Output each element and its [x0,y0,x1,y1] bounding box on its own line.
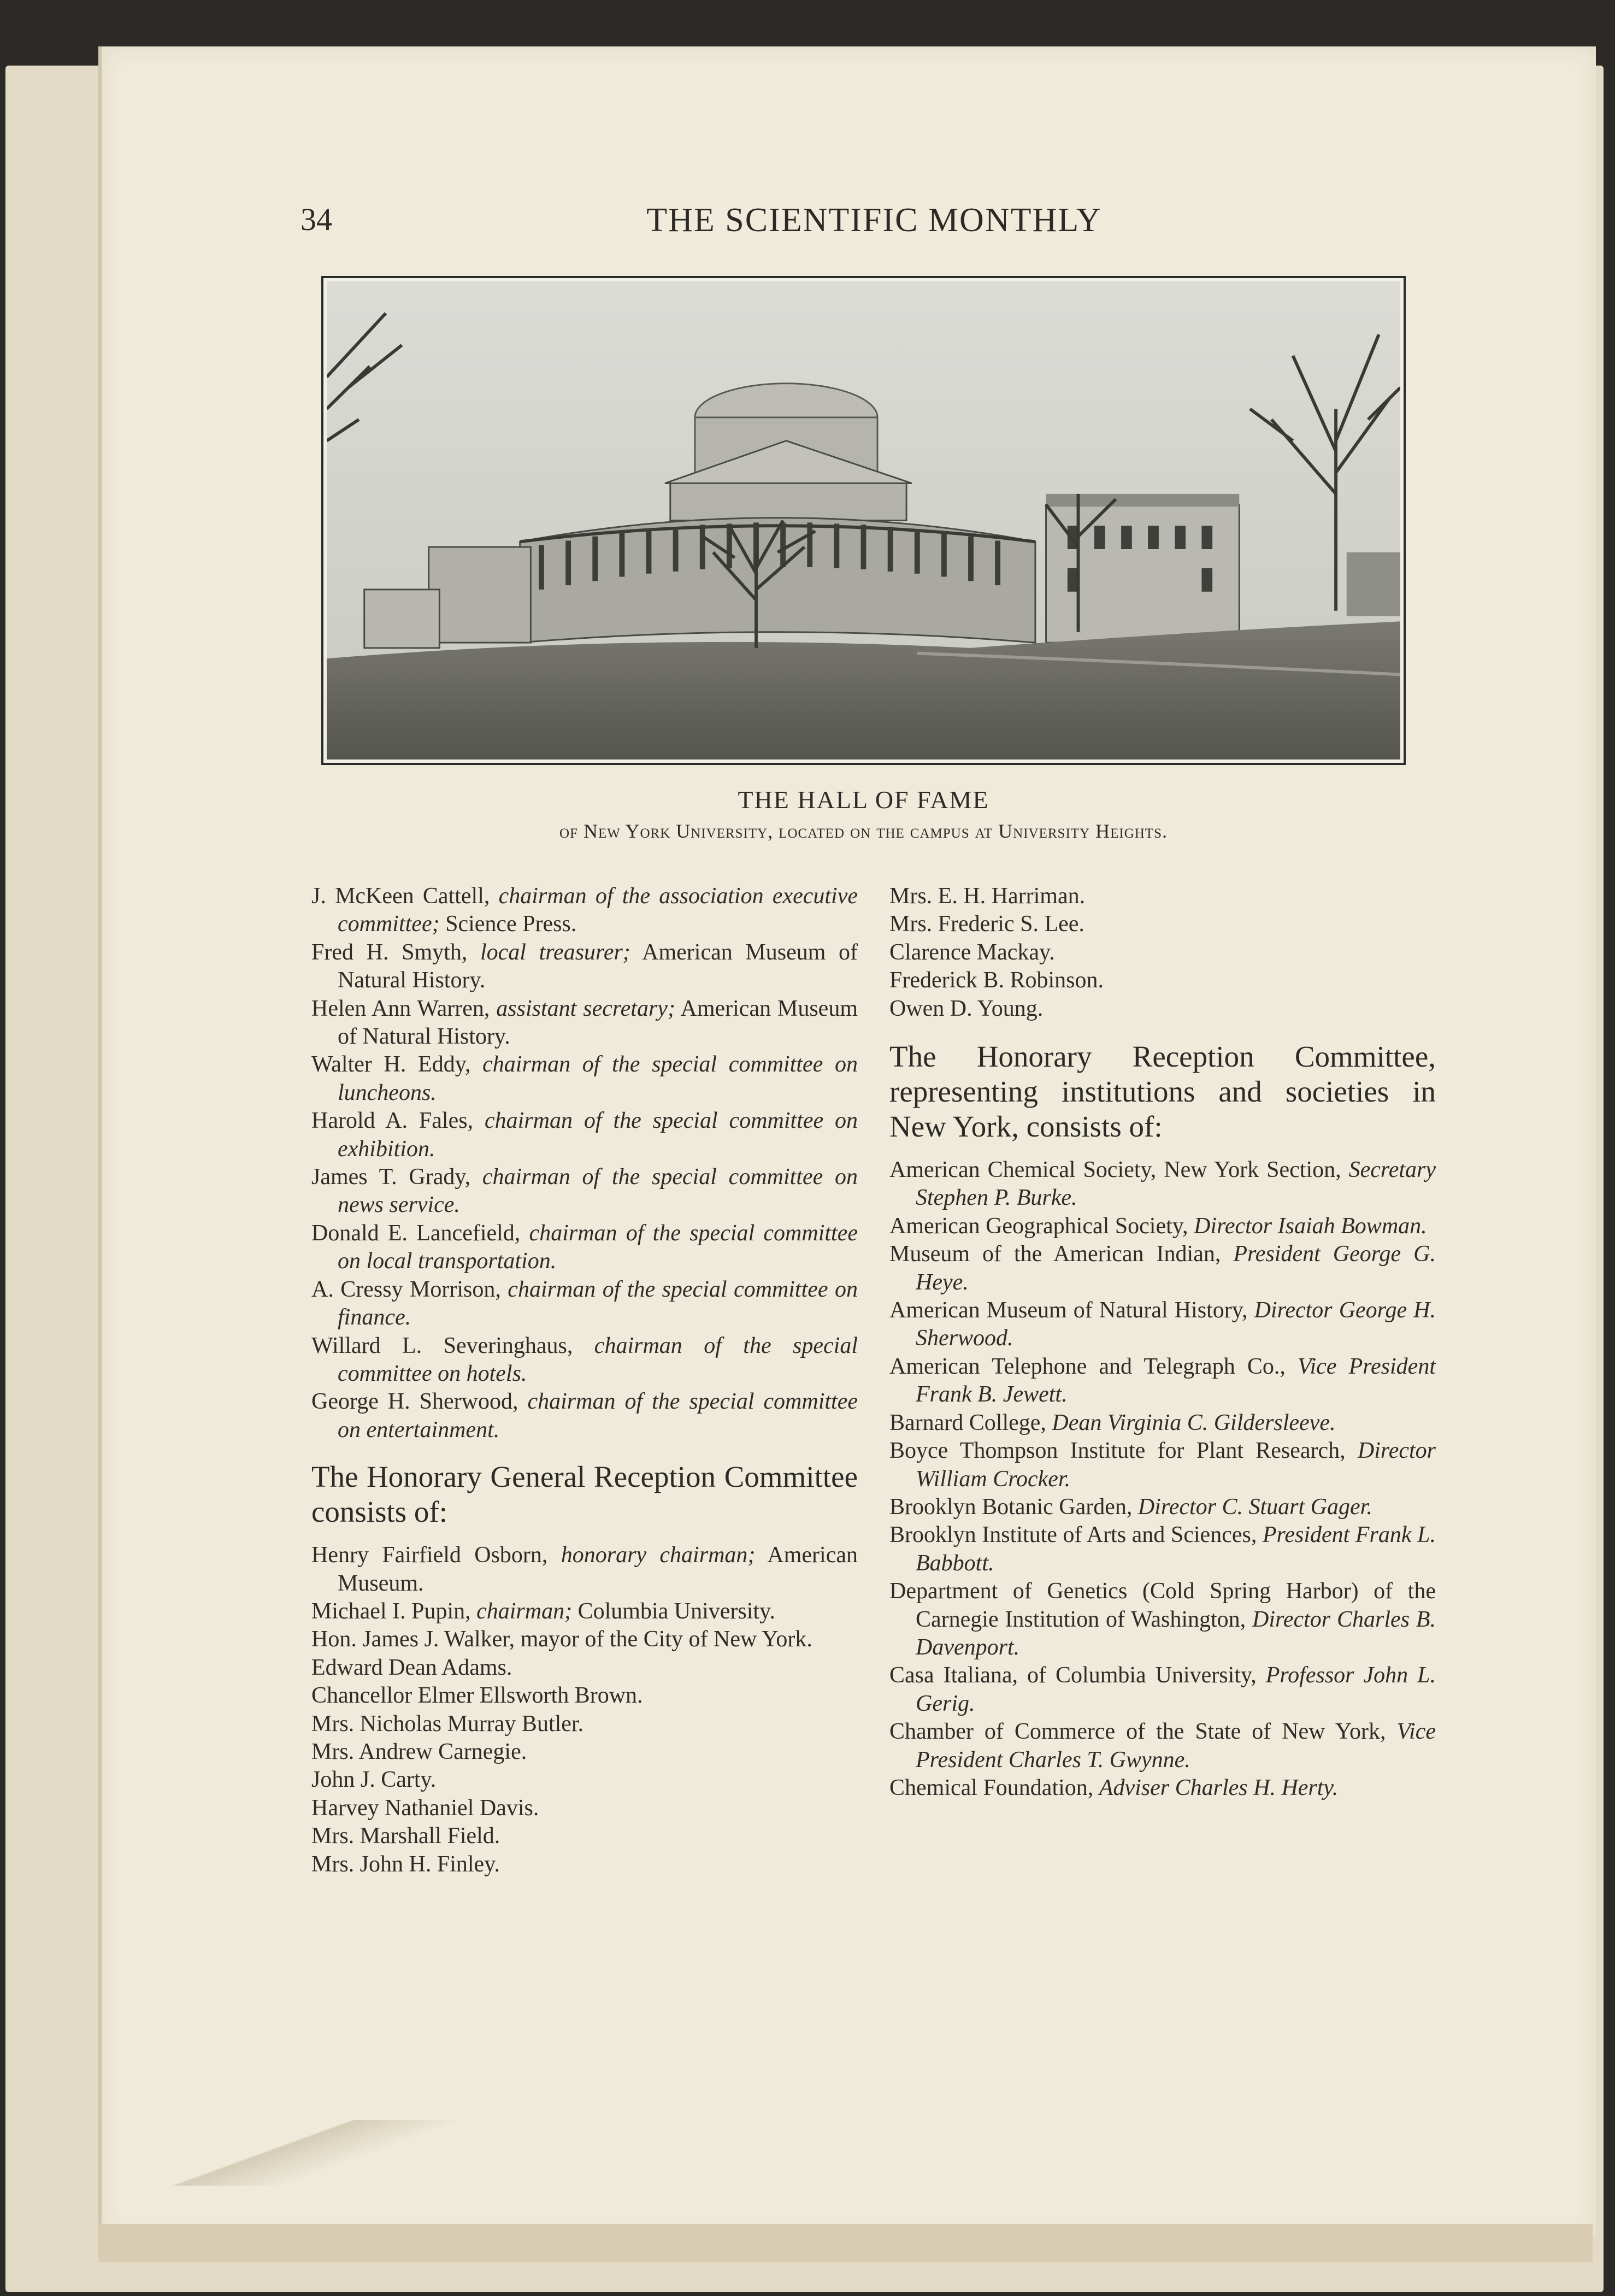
list-item [311,1051,858,1107]
photo-caption-title: THE HALL OF FAME [738,786,989,814]
list-item [889,1718,1436,1774]
list-item [311,1163,858,1220]
entry-name: Chemical Foundation, [889,1775,1099,1800]
list-item [311,1220,858,1276]
list-item [889,1493,1436,1521]
local-committee-list [311,882,858,1444]
list-item [311,1822,858,1850]
entry-name: Harvey Nathaniel Davis. [311,1795,539,1821]
building-illustration [327,281,1400,760]
entry-role: Vice President Frank B. Jewett. [916,1353,1436,1408]
entry-role: Professor John L. Gerig. [916,1663,1436,1716]
entry-name: Helen Ann Warren, [311,996,497,1021]
entry-role: chairman of the special committee on local transportation. [338,1220,858,1274]
entry-role: Director C. Stuart Gager. [1137,1494,1372,1520]
entry-role: chairman; [476,1598,573,1624]
list-item [889,1774,1436,1802]
list-item [311,1851,858,1879]
list-item [889,1437,1436,1493]
list-item [311,1598,858,1626]
entry-role: chairman of the association executive committee; [338,884,858,937]
running-title: THE SCIENTIFIC MONTHLY [646,202,1102,239]
list-item [311,1388,858,1444]
entry-name: James T. Grady, [311,1164,482,1190]
entry-role: chairman of the special committee on entertainment. [338,1389,858,1443]
entry-name: Harold A. Fales, [311,1108,485,1134]
entry-name: Chamber of Commerce of the State of New York, [889,1719,1397,1745]
list-item [311,1541,858,1598]
entry-role: President George G. Heye. [916,1241,1436,1295]
entry-role: chairman of the special committee on luncheons. [338,1052,858,1105]
entry-name: Museum of the American Indian, [889,1241,1234,1267]
entry-name: Brooklyn Botanic Garden, [889,1494,1138,1520]
list-item [311,1794,858,1822]
honorary-general-committee-list-continued [889,882,1436,1023]
entry-name: Chancellor Elmer Ellsworth Brown. [311,1683,643,1709]
entry-name: American Geographical Society, [889,1213,1194,1239]
entry-name: Henry Fairfield Osborn, [311,1543,561,1568]
entry-name: Department of Genetics (Cold Spring Harbor) of the Carnegie Institution of Washington, [889,1579,1436,1632]
entry-name: Michael I. Pupin, [311,1598,477,1624]
entry-name: Brooklyn Institute of Arts and Sciences, [889,1522,1263,1548]
list-item [311,1332,858,1388]
list-item [889,967,1436,994]
entry-name: Fred H. Smyth, [311,939,480,965]
entry-name: A. Cressy Morrison, [311,1276,508,1302]
right-column [889,882,1436,1802]
entry-role: Adviser Charles H. Herty. [1099,1775,1339,1800]
entry-role: Director William Crocker. [916,1438,1436,1492]
entry-name: Owen D. Young. [889,996,1044,1021]
entry-name: J. McKeen Cattell, [311,884,499,909]
entry-role: chairman of the special committee on exhibition. [338,1108,858,1162]
left-column [311,882,858,1879]
list-item [889,882,1436,910]
entry-name: Mrs. Andrew Carnegie. [311,1739,527,1764]
entry-name: Mrs. Frederic S. Lee. [889,911,1084,937]
entry-affiliation: Columbia University. [572,1598,775,1624]
list-item [889,1353,1436,1409]
entry-affiliation: American Museum of Natural History. [338,996,858,1050]
entry-name: Mrs. John H. Finley. [311,1851,500,1877]
list-item [311,1654,858,1682]
list-item [889,995,1436,1023]
entry-affiliation: American Museum. [338,1543,858,1596]
honorary-general-committee-heading: The Honorary General Reception Committee consists of: [311,1460,858,1529]
list-item [889,1521,1436,1577]
torn-corner [126,2120,508,2186]
entry-role: chairman of the special committee on finance. [338,1276,858,1330]
entry-name: Donald E. Lancefield, [311,1220,529,1246]
list-item [889,910,1436,938]
entry-name: John J. Carty. [311,1767,437,1793]
list-item [311,939,858,995]
honorary-reception-committee-heading: The Honorary Reception Committee, representing institutions and societies in New York, consists of: [889,1040,1436,1144]
entry-name: George H. Sherwood, [311,1389,528,1415]
entry-name: Edward Dean Adams. [311,1655,512,1680]
entry-role: Vice President Charles T. Gwynne. [916,1719,1436,1773]
list-item [889,1212,1436,1240]
entry-role: Director George H. Sherwood. [916,1298,1436,1351]
entry-role: President Frank L. Babbott. [916,1522,1436,1576]
entry-name: Frederick B. Robinson. [889,968,1104,993]
entry-role: Secretary Stephen P. Burke. [916,1157,1436,1211]
entry-name: Barnard College, [889,1410,1052,1435]
photo-caption-subtitle: of New York University, located on the campus at University Heights. [559,820,1168,842]
list-item [889,1662,1436,1718]
honorary-general-committee-list [311,1541,858,1879]
entry-role: Dean Virginia C. Gildersleeve. [1052,1410,1336,1435]
hall-of-fame-photo [321,276,1406,765]
entry-name: Boyce Thompson Institute for Plant Research, [889,1438,1358,1464]
page-bottom-edge [98,2224,1593,2262]
entry-name: American Chemical Society, New York Section, [889,1157,1349,1183]
list-item [311,1107,858,1163]
entry-role: chairman of the special committee on news service. [338,1164,858,1218]
entry-affiliation: American Museum of Natural History. [338,939,858,993]
list-item [311,1738,858,1766]
entry-name: Walter H. Eddy, [311,1052,483,1078]
list-item [311,1710,858,1738]
list-item [889,1297,1436,1353]
entry-role: honorary chairman; [561,1543,756,1568]
entry-role: assistant secretary; [496,996,675,1021]
page-number: 34 [300,202,332,237]
list-item [311,1682,858,1710]
entry-name: Hon. James J. Walker, mayor of the City of New York. [311,1627,812,1652]
entry-name: Casa Italiana, of Columbia University, [889,1663,1266,1688]
entry-role: local treasurer; [480,939,630,965]
entry-name: Mrs. E. H. Harriman. [889,884,1086,909]
list-item [311,1276,858,1332]
entry-role: Director Charles B. Davenport. [916,1606,1436,1660]
entry-name: Mrs. Marshall Field. [311,1823,500,1849]
entry-role: chairman of the special committee on hotels. [338,1333,858,1386]
entry-name: Mrs. Nicholas Murray Butler. [311,1711,584,1736]
entry-name: Clarence Mackay. [889,939,1055,965]
list-item [889,1156,1436,1212]
list-item [889,939,1436,967]
list-item [311,882,858,939]
entry-name: Willard L. Severinghaus, [311,1333,594,1358]
list-item [889,1409,1436,1437]
entry-name: American Telephone and Telegraph Co., [889,1353,1298,1379]
list-item [889,1240,1436,1297]
list-item [311,1766,858,1794]
list-item [889,1577,1436,1662]
honorary-reception-committee-list [889,1156,1436,1802]
entry-role: Director Isaiah Bowman. [1194,1213,1427,1239]
list-item [311,1626,858,1653]
entry-name: American Museum of Natural History, [889,1298,1254,1323]
list-item [311,995,858,1051]
entry-affiliation: Science Press. [439,911,577,937]
